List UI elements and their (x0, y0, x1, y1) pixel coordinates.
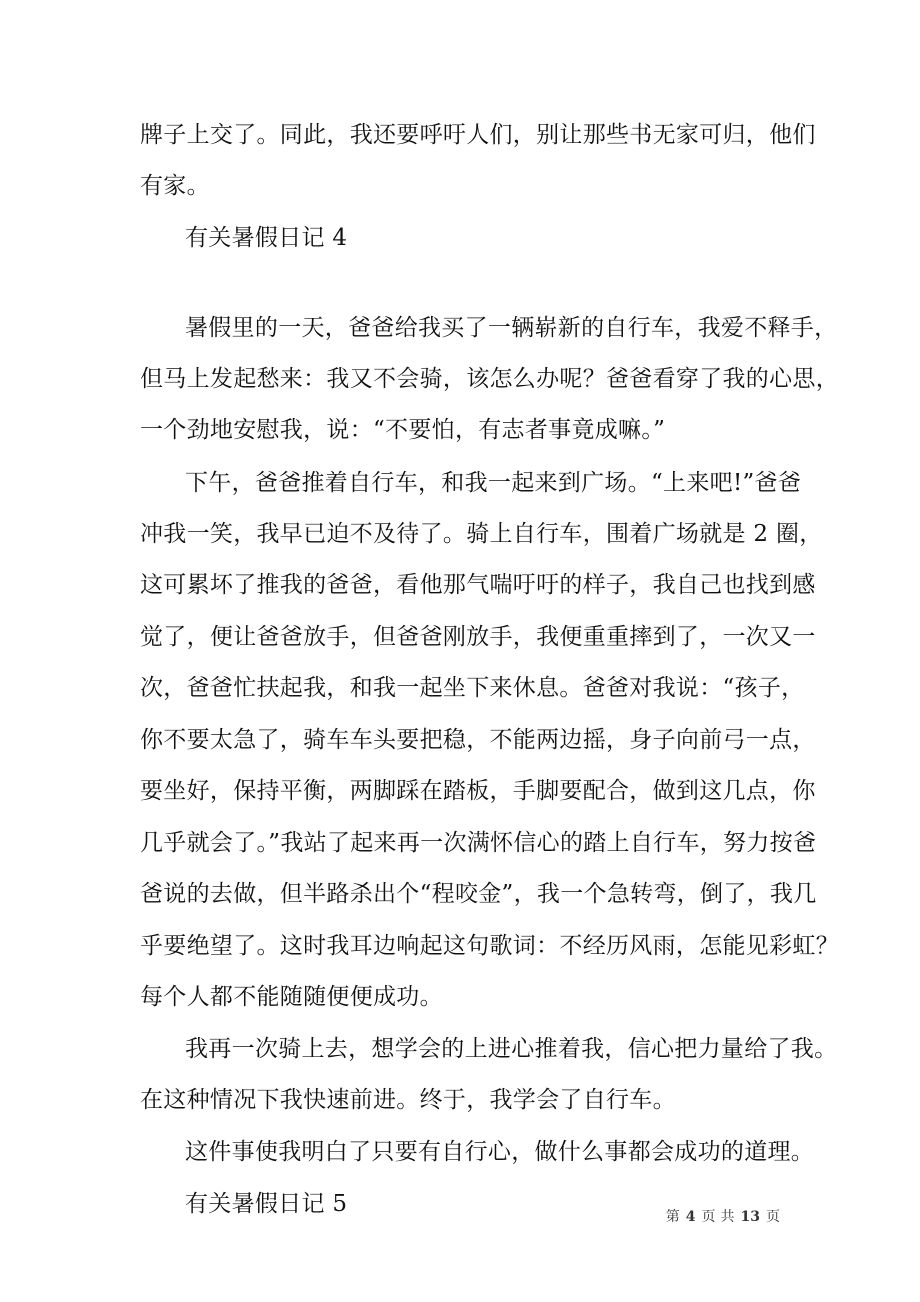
section-heading: 有关暑假日记 4 (185, 225, 348, 251)
text-line: 乎要绝望了。这时我耳边响起这句歌词：不经历风雨，怎能见彩虹？ (140, 933, 839, 959)
text-line: 冲我一笑，我早已迫不及待了。骑上自行车，围着广场就是 2 圈， (140, 521, 823, 547)
text-line: 但马上发起愁来：我又不会骑，该怎么办呢？爸爸看穿了我的心思， (140, 366, 839, 392)
text-line: 要坐好，保持平衡，两脚踩在踏板，手脚要配合，做到这几点，你 (140, 778, 816, 804)
footer-total-label: 共 (720, 1209, 735, 1225)
current-page-number: 4 (685, 1209, 696, 1225)
footer-unit-label: 页 (701, 1209, 716, 1225)
footer-unit-label-2: 页 (766, 1209, 780, 1225)
footer-page-label: 第 (665, 1209, 680, 1225)
page-footer (661, 1207, 780, 1227)
text-line: 这可累坏了推我的爸爸，看他那气喘吁吁的样子，我自己也找到感 (140, 572, 816, 598)
text-line: 次，爸爸忙扶起我，和我一起坐下来休息。爸爸对我说：“孩子， (140, 675, 805, 701)
text-line: 我再一次骑上去，想学会的上进心推着我，信心把力量给了我。 (185, 1036, 838, 1062)
text-line: 每个人都不能随随便便成功。 (140, 984, 443, 1010)
text-line: 这件事使我明白了只要有自行心，做什么事都会成功的道理。 (185, 1139, 815, 1165)
text-line: 几乎就会了。”我站了起来再一次满怀信心的踏上自行车，努力按爸 (140, 830, 817, 856)
total-pages-number: 13 (740, 1209, 760, 1225)
text-line: 暑假里的一天，爸爸给我买了一辆崭新的自行车，我爱不释手， (185, 315, 838, 341)
text-line: 一个劲地安慰我，说：“不要怕，有志者事竟成嘛。” (140, 417, 666, 443)
text-line: 下午，爸爸推着自行车，和我一起来到广场。“上来吧!”爸爸 (185, 470, 802, 496)
text-line: 有家。 (140, 173, 210, 199)
text-line: 牌子上交了。同此，我还要呼吁人们，别让那些书无家可归，他们 (140, 122, 816, 148)
section-heading: 有关暑假日记 5 (185, 1191, 348, 1217)
text-line: 在这种情况下我快速前进。终于，我学会了自行车。 (140, 1087, 676, 1113)
text-line: 你不要太急了，骑车车头要把稳，不能两边摇，身子向前弓一点， (140, 727, 816, 753)
text-line: 爸说的去做，但半路杀出个“程咬金”，我一个急转弯，倒了，我几 (140, 881, 817, 907)
text-line: 觉了，便让爸爸放手，但爸爸刚放手，我便重重摔到了，一次又一 (140, 624, 816, 650)
